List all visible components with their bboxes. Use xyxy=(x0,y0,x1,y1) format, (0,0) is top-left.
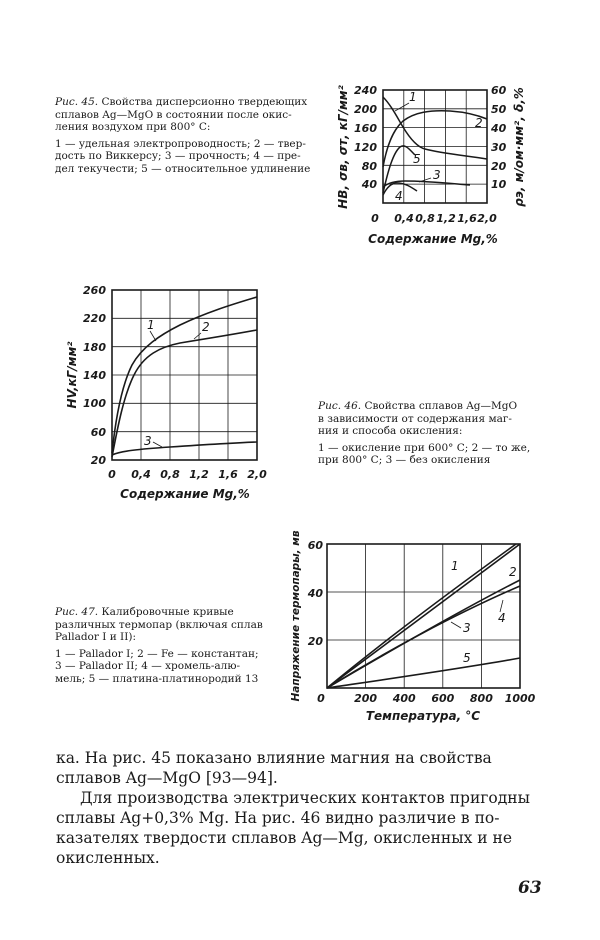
fig45-xtick: 0,8 xyxy=(415,212,435,225)
fig47-ytick: 60 xyxy=(307,539,323,552)
fig47-xtick: 600 xyxy=(431,692,455,705)
body-line-1: ка. На рис. 45 показано влияние магния на свойства xyxy=(56,749,492,767)
fig47-curve-label-3: 3 xyxy=(463,621,471,635)
body-line-4: сплавы Ag+0,3% Mg. На рис. 46 видно различие в по- xyxy=(56,809,500,827)
fig47-caption-line1: Калибровочные кривые xyxy=(101,606,234,618)
fig47-xtick: 800 xyxy=(469,692,493,705)
fig45-caption-line3: ления воздухом при 800° С: xyxy=(55,121,211,133)
fig47-curve-3 xyxy=(327,580,520,688)
fig45-curve-label-4: 4 xyxy=(395,189,403,203)
fig46-caption-label: Рис. 46. xyxy=(318,400,362,412)
body-line-6: окисленных. xyxy=(56,849,160,867)
fig45-xtick: 1,2 xyxy=(436,212,456,225)
fig47-ytick: 20 xyxy=(307,635,323,648)
fig46-ytick: 140 xyxy=(83,369,106,382)
fig45-ytick-left: 200 xyxy=(354,103,377,116)
body-line-3: Для производства электрических контактов пригодны xyxy=(80,789,530,807)
fig47-curve-4 xyxy=(327,586,520,688)
fig45-ylabel-right: ρэ, м/ом·мм², δ,% xyxy=(512,87,526,207)
fig45-ytick-right: 10 xyxy=(491,178,507,191)
fig47-caption xyxy=(55,606,287,685)
fig46-ylabel: HV,кГ/мм² xyxy=(65,341,79,409)
fig46-legend-line1: 1 — окисление при 600° С; 2 — то же, xyxy=(318,441,531,454)
fig46-curve-label-1: 1 xyxy=(147,318,155,332)
fig45-ytick-left: 40 xyxy=(361,178,377,191)
body-line-5: казателях твердости сплавов Ag—Mg, окисленных и не xyxy=(56,829,513,847)
page-number: 63 xyxy=(518,878,542,898)
fig45-ytick-right: 60 xyxy=(491,84,507,97)
fig46-ytick: 60 xyxy=(90,426,106,439)
fig47-legend-line2: 3 — Pallador II; 4 — хромель-алю- xyxy=(55,660,241,672)
fig45-caption-line2: сплавов Ag—MgO в состоянии после окис- xyxy=(55,108,292,121)
fig45-caption xyxy=(55,96,313,175)
fig45-curve-1 xyxy=(383,97,487,159)
fig45-ytick-left: 240 xyxy=(354,84,377,97)
fig46-curve-3 xyxy=(112,442,257,455)
fig47-legend-line3: мель; 5 — платина-платинородий 13 xyxy=(55,672,259,685)
fig47-curve-label-5: 5 xyxy=(463,651,471,665)
fig46-ytick: 100 xyxy=(83,397,106,410)
fig45-ylabel-left: HB, σв, σт, кГ/мм² xyxy=(336,85,350,209)
fig45-xtick: 0 xyxy=(371,212,379,225)
fig46-xtick: 1,6 xyxy=(218,468,238,481)
fig46-curve-label-3: 3 xyxy=(144,434,152,448)
fig46-ytick: 220 xyxy=(83,312,106,325)
fig45-ytick-left: 120 xyxy=(354,141,377,154)
fig47-curve-label-4: 4 xyxy=(498,611,506,625)
fig46-ytick: 20 xyxy=(90,454,106,467)
fig46-chart xyxy=(60,275,300,505)
fig47-xlabel: Температура, °С xyxy=(365,709,481,723)
fig45-ytick-right: 20 xyxy=(491,160,507,173)
fig45-xlabel: Содержание Mg,% xyxy=(368,232,498,246)
fig46-xtick: 0,8 xyxy=(160,468,180,481)
fig47-xtick: 200 xyxy=(354,692,378,705)
fig45-ytick-right: 40 xyxy=(491,122,507,135)
fig47-xtick: 0 xyxy=(317,692,325,705)
fig45-grid xyxy=(383,90,487,203)
fig45-caption-label: Рис. 45. xyxy=(55,96,99,108)
fig47-ylabel: Напряжение термопары, мв xyxy=(290,530,302,702)
fig46-xlabel: Содержание Mg,% xyxy=(120,487,250,501)
fig47-curve-label-1: 1 xyxy=(451,559,459,573)
fig46-caption-line2: в зависимости от содержания маг- xyxy=(318,412,512,425)
fig45-ytick-left: 160 xyxy=(354,122,377,135)
fig46-legend-line2: при 800° С; 3 — без окисления xyxy=(318,454,491,466)
fig46-caption xyxy=(318,400,540,467)
fig47-chart xyxy=(285,530,545,730)
fig45-chart xyxy=(325,75,535,255)
fig47-caption-label: Рис. 47. xyxy=(55,606,99,618)
fig47-curve-1 xyxy=(327,544,520,688)
fig45-curve-label-1: 1 xyxy=(409,90,417,104)
fig45-ytick-right: 50 xyxy=(491,103,507,116)
fig46-xtick: 0,4 xyxy=(131,468,151,481)
fig45-xtick: 1,6 xyxy=(457,212,477,225)
fig45-xtick: 2,0 xyxy=(477,212,497,225)
fig47-caption-line2: различных термопар (включая сплав xyxy=(55,618,263,631)
fig47-ytick: 40 xyxy=(307,587,323,600)
fig45-curve-label-2: 2 xyxy=(475,116,483,130)
fig46-caption-line3: ния и способа окисления: xyxy=(318,425,463,437)
fig47-xtick: 400 xyxy=(392,692,416,705)
fig45-legend-line3: дел текучести; 5 — относительное удлинение xyxy=(55,162,311,175)
fig47-legend-line1: 1 — Pallador I; 2 — Fe — константан; xyxy=(55,647,259,660)
fig46-caption-line1: Свойства сплавов Ag—MgO xyxy=(364,400,518,412)
fig47-curve-label-2: 2 xyxy=(509,565,517,579)
fig47-curve-5 xyxy=(327,658,520,688)
fig46-xtick: 2,0 xyxy=(247,468,267,481)
fig47-xtick: 1000 xyxy=(504,692,536,705)
fig45-legend-line1: 1 — удельная электропроводность; 2 — твер- xyxy=(55,137,306,150)
fig45-ytick-right: 30 xyxy=(491,141,507,154)
fig46-curve-label-2: 2 xyxy=(202,320,210,334)
fig47-caption-line3: Pallador I и II): xyxy=(55,631,136,643)
fig46-ytick: 180 xyxy=(83,341,106,354)
fig45-curve-label-3: 3 xyxy=(433,168,441,182)
fig46-curve-2 xyxy=(112,330,257,457)
fig46-ytick: 260 xyxy=(83,284,106,297)
body-text xyxy=(56,748,544,868)
fig45-ytick-left: 80 xyxy=(361,160,377,173)
body-line-2: сплавов Ag—MgO [93—94]. xyxy=(56,769,278,787)
fig45-curve-label-5: 5 xyxy=(413,152,421,166)
fig46-xtick: 0 xyxy=(108,468,116,481)
fig45-xtick: 0,4 xyxy=(394,212,414,225)
fig46-xtick: 1,2 xyxy=(189,468,209,481)
fig45-caption-line1: Свойства дисперсионно твердеющих xyxy=(101,96,308,108)
fig45-legend-line2: дость по Виккерсу; 3 — прочность; 4 — пре- xyxy=(55,150,301,162)
